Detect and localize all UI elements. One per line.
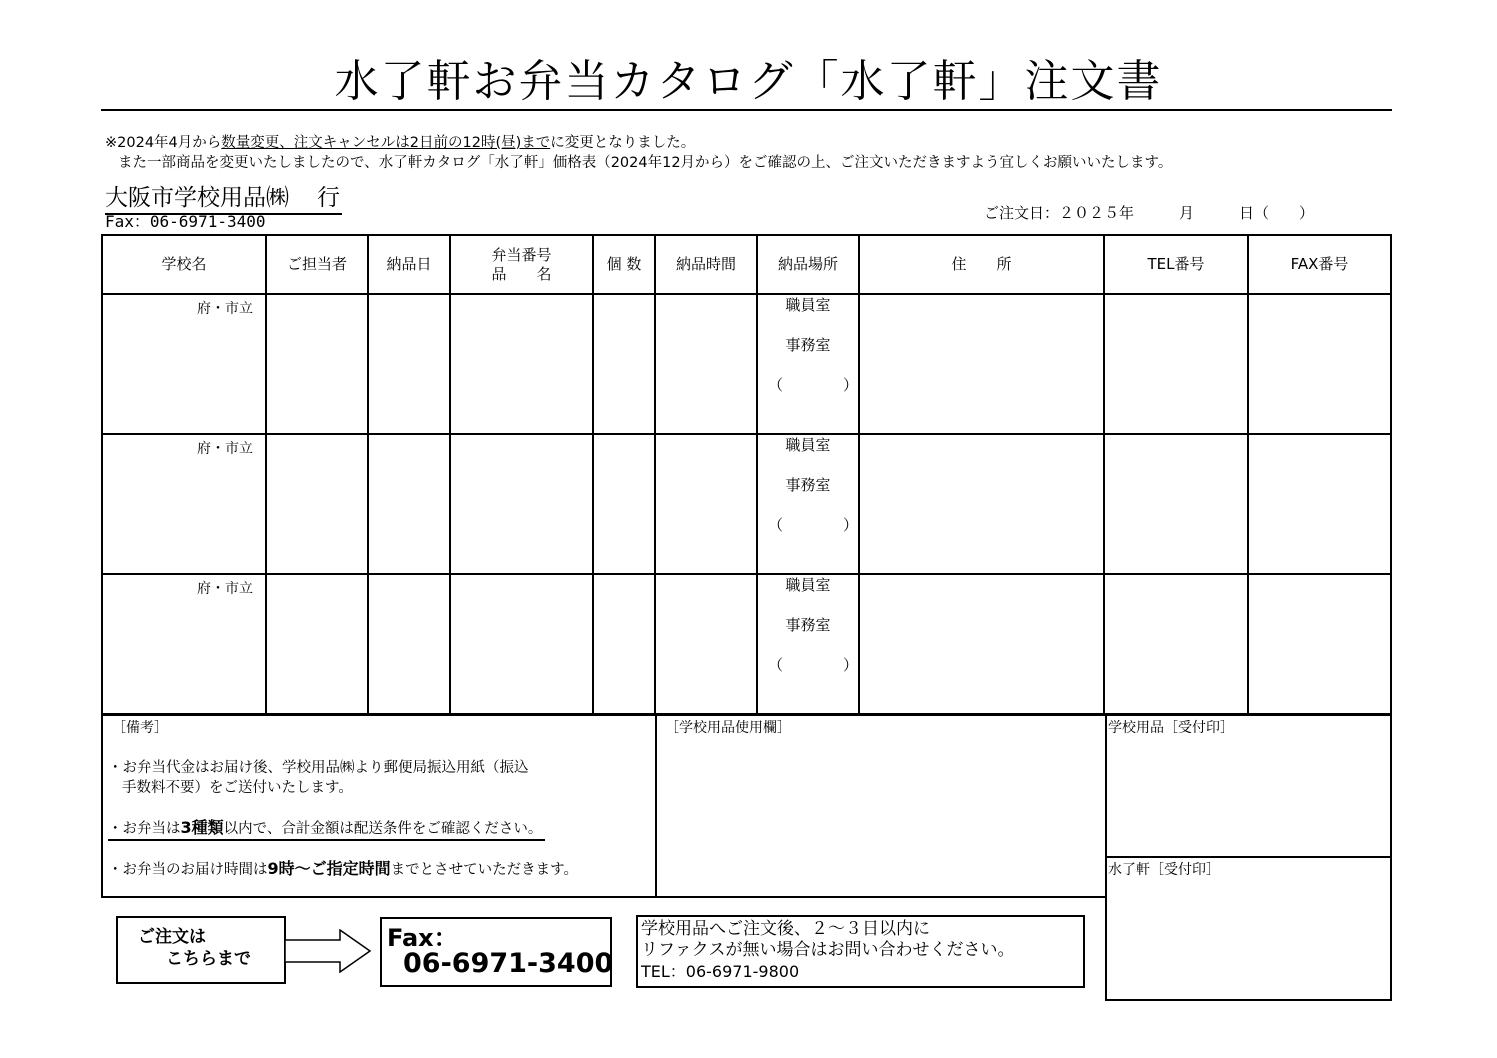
destination-fax: Fax：06-6971-3400 <box>105 212 266 231</box>
place-other[interactable]: （ ） <box>768 376 859 394</box>
fax-number: 06-6971-3400 <box>403 948 614 979</box>
contact-line: ご注文は <box>138 927 206 947</box>
tel-cell[interactable] <box>1104 574 1248 714</box>
header-person: ご担当者 <box>266 235 368 294</box>
place-option[interactable]: 職員室 <box>785 436 831 454</box>
school-use-box[interactable] <box>655 714 1107 898</box>
place-option[interactable]: 事務室 <box>785 336 831 354</box>
remarks-bold: 9時～ご指定時間 <box>267 859 391 878</box>
remarks-text: 以内で、合計金額は配送条件をご確認ください。 <box>223 821 543 837</box>
address-cell[interactable] <box>859 294 1104 434</box>
notice-text: に変更となりました。 <box>550 135 696 151</box>
header-delivery-place: 納品場所 <box>757 235 859 294</box>
place-option[interactable]: 事務室 <box>785 476 831 494</box>
header-bento <box>450 235 593 294</box>
info-line: リファクスが無い場合はお問い合わせください。 <box>641 940 1015 960</box>
tel-cell[interactable] <box>1104 434 1248 574</box>
remarks-text: ・お弁当のお届け時間は <box>108 862 268 878</box>
header-school: 学校名 <box>102 235 266 294</box>
remarks-bold: 3種類 <box>180 818 224 837</box>
bento-cell[interactable] <box>450 294 593 434</box>
arrow-right-icon <box>284 929 372 973</box>
notice-line-1 <box>105 133 695 153</box>
delivery-date-cell[interactable] <box>368 574 450 714</box>
place-other[interactable]: （ ） <box>768 516 859 534</box>
person-cell[interactable] <box>266 294 368 434</box>
header-qty: 個 数 <box>593 235 655 294</box>
place-option[interactable]: 職員室 <box>785 296 831 314</box>
qty-cell[interactable] <box>593 294 655 434</box>
table-row <box>102 434 1391 574</box>
qty-cell[interactable] <box>593 574 655 714</box>
person-cell[interactable] <box>266 434 368 574</box>
delivery-date-cell[interactable] <box>368 434 450 574</box>
notice-underlined-text: 数量変更、注文キャンセルは2日前の12時(昼)まで <box>221 135 551 151</box>
table-header-row <box>102 235 1391 294</box>
order-table <box>101 234 1392 715</box>
school-cell[interactable] <box>102 574 266 714</box>
remarks-text: ・お弁当は <box>108 821 181 837</box>
delivery-place-cell[interactable] <box>757 294 859 434</box>
delivery-time-cell[interactable] <box>655 434 757 574</box>
header-delivery-time: 納品時間 <box>655 235 757 294</box>
school-use-label: ［学校用品使用欄］ <box>665 720 791 736</box>
place-option[interactable]: 職員室 <box>785 576 831 594</box>
bento-cell[interactable] <box>450 434 593 574</box>
remarks-label: ［備考］ <box>112 720 168 736</box>
delivery-place-cell[interactable] <box>757 434 859 574</box>
page-title: 水了軒お弁当カタログ「水了軒」注文書 <box>334 56 1163 107</box>
pref-label: 府・市立 <box>197 581 253 597</box>
remarks-text: までとさせていただきます。 <box>390 862 578 878</box>
title-underline <box>101 109 1392 111</box>
remarks-item-1-cont: 手数料不要）をご送付いたします。 <box>122 780 353 796</box>
pref-label: 府・市立 <box>197 441 253 457</box>
delivery-date-cell[interactable] <box>368 294 450 434</box>
header-tel: TEL番号 <box>1104 235 1248 294</box>
contact-text <box>138 926 251 970</box>
bento-cell[interactable] <box>450 574 593 714</box>
address-cell[interactable] <box>859 434 1104 574</box>
suiryoken-stamp-label: 水了軒［受付印］ <box>1108 862 1220 878</box>
info-tel: TEL：06-6971-9800 <box>641 962 800 981</box>
place-other[interactable]: （ ） <box>768 656 859 674</box>
notice-text: ※2024年4月から <box>105 135 222 151</box>
delivery-place-cell[interactable] <box>757 574 859 714</box>
school-cell[interactable] <box>102 434 266 574</box>
place-option[interactable]: 事務室 <box>785 616 831 634</box>
person-cell[interactable] <box>266 574 368 714</box>
destination <box>105 183 342 215</box>
header-bento-no: 弁当番号 <box>491 245 552 264</box>
table-row <box>102 294 1391 434</box>
school-stamp-label: 学校用品［受付印］ <box>1108 720 1234 736</box>
delivery-time-cell[interactable] <box>655 574 757 714</box>
fax-label: Fax： <box>387 924 458 952</box>
header-product-name: 品 名 <box>491 264 552 283</box>
qty-cell[interactable] <box>593 434 655 574</box>
pref-label: 府・市立 <box>197 301 253 317</box>
order-date-field[interactable]: ご注文日：２０２５年 月 日（ ） <box>984 204 1315 222</box>
delivery-time-cell[interactable] <box>655 294 757 434</box>
notice-line-2: また一部商品を変更いたしましたので、水了軒カタログ「水了軒」価格表（2024年12月から）をご確認の上、ご注文いただきますよう宜しくお願いいたします。 <box>118 155 1173 171</box>
fax-cell[interactable] <box>1248 434 1391 574</box>
tel-cell[interactable] <box>1104 294 1248 434</box>
header-fax: FAX番号 <box>1248 235 1391 294</box>
fax-cell[interactable] <box>1248 294 1391 434</box>
address-cell[interactable] <box>859 574 1104 714</box>
info-line: 学校用品へご注文後、２～３日以内に <box>641 919 930 939</box>
remarks-item-2 <box>108 818 545 841</box>
header-address: 住 所 <box>859 235 1104 294</box>
header-delivery-date: 納品日 <box>368 235 450 294</box>
remarks-item-3 <box>108 859 578 880</box>
fax-cell[interactable] <box>1248 574 1391 714</box>
school-cell[interactable] <box>102 294 266 434</box>
destination-suffix: 行 <box>317 185 340 211</box>
destination-name: 大阪市学校用品㈱ <box>105 185 289 211</box>
table-row <box>102 574 1391 714</box>
contact-line: こちらまで <box>166 949 251 969</box>
remarks-item-1: ・お弁当代金はお届け後、学校用品㈱より郵便局振込用紙（振込 <box>108 760 529 776</box>
